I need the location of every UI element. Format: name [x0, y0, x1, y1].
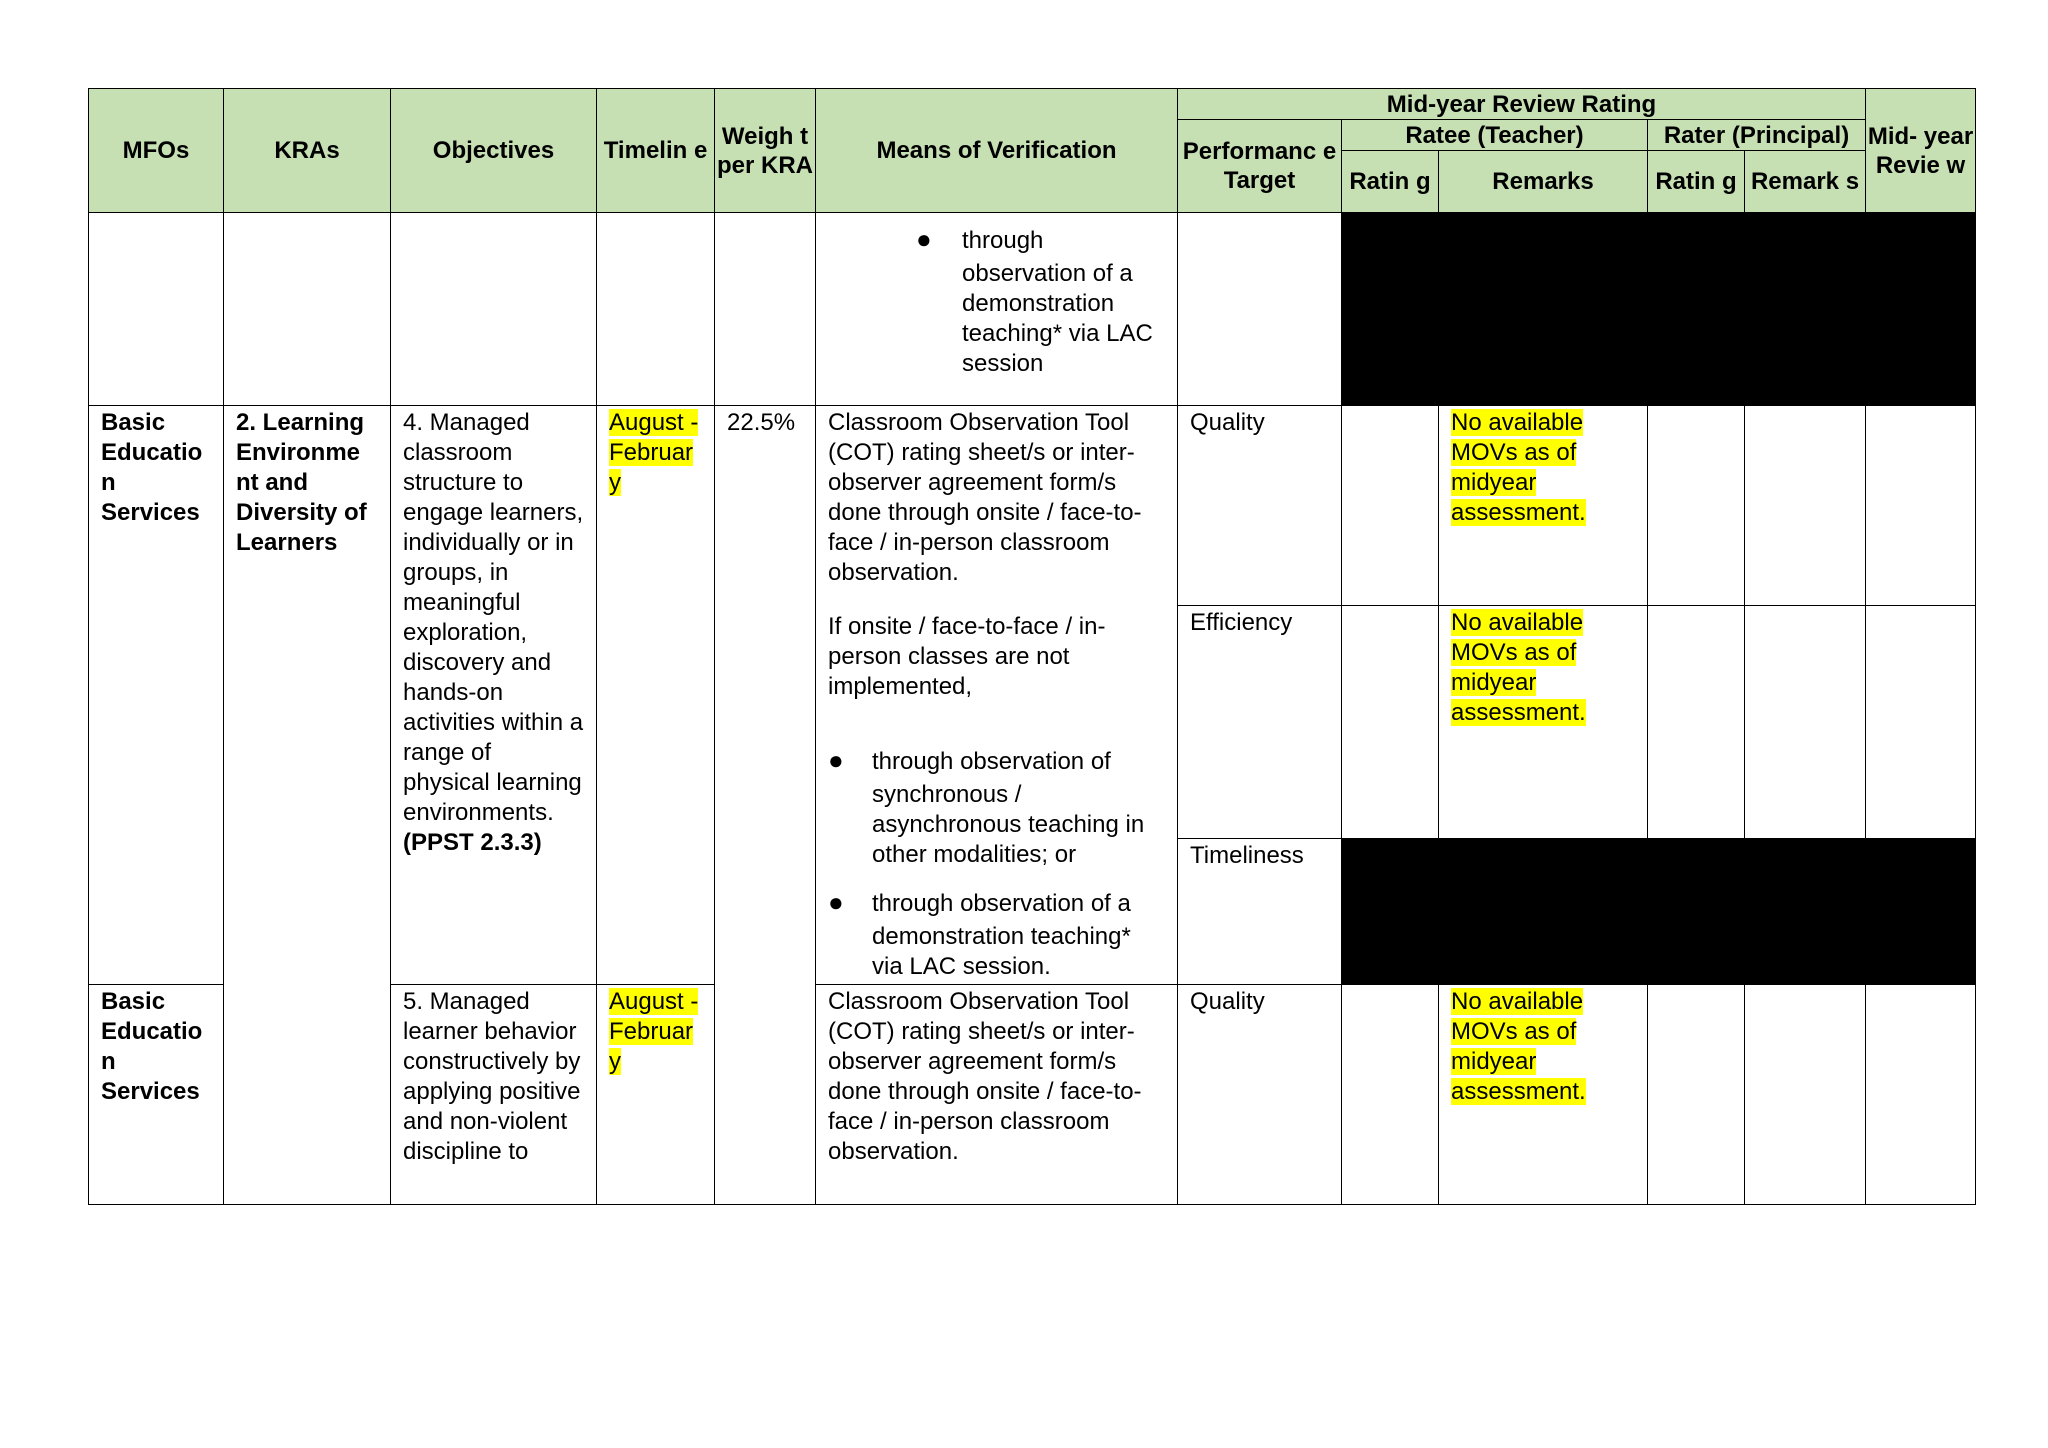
weight-cell: 22.5%: [715, 406, 816, 1205]
mfo-cell: Basic Educatio n Services: [89, 406, 224, 985]
objective-4-quality-row: [89, 406, 1976, 606]
bullet-icon: ●: [828, 745, 844, 775]
timeline-highlight: August - Februar y: [609, 409, 699, 496]
rating-cell: [1342, 605, 1439, 838]
header-objectives: Objectives: [391, 89, 597, 213]
objective-cell: 5. Managed learner behavior constructively by applying positive and non-violent discipline to: [391, 985, 597, 1205]
empty-cell: [597, 213, 715, 406]
timeline-highlight: August - Februar y: [609, 988, 699, 1075]
midyear-review-cell: [1866, 985, 1976, 1205]
empty-cell: [89, 213, 224, 406]
bullet-icon: ●: [828, 887, 844, 917]
header-rater-principal: Rater (Principal): [1648, 120, 1866, 151]
header-midyear-review-rating: Mid-year Review Rating: [1178, 89, 1866, 120]
mov-cell: [816, 406, 1178, 985]
header-ratee-remarks: Remarks: [1439, 151, 1648, 213]
remarks-cell: [1439, 406, 1648, 606]
continuation-row: [89, 213, 1976, 406]
timeline-cell: [597, 985, 715, 1205]
mov-paragraph: Classroom Observation Tool (COT) rating sheet/s or inter-observer agreement form/s done through onsite / face-to-face / in-person classroom observation.: [828, 409, 1142, 586]
rating-cell: [1648, 406, 1745, 606]
redacted-block: [1342, 839, 1976, 985]
mov-cell: Classroom Observation Tool (COT) rating sheet/s or inter-observer agreement form/s done through onsite / face-to-face / in-person classroom observation.: [816, 985, 1178, 1205]
redacted-block: [1342, 213, 1976, 406]
remarks-highlight: No available MOVs as of midyear assessment.: [1451, 988, 1586, 1105]
remarks-cell: [1745, 605, 1866, 838]
mov-bullet-item: ● through observation of synchronous / asynchronous teaching in other modalities; or: [828, 745, 1145, 868]
header-ratee-teacher: Ratee (Teacher): [1342, 120, 1648, 151]
remarks-cell: [1439, 605, 1648, 838]
remarks-cell: [1745, 406, 1866, 606]
empty-cell: [715, 213, 816, 406]
header-rater-rating: Ratin g: [1648, 151, 1745, 213]
header-performance-target: Performanc e Target: [1178, 120, 1342, 213]
remarks-cell: [1745, 985, 1866, 1205]
objective-cell: 4. Managed classroom structure to engage learners, individually or in groups, in meaningful exploration, discovery and hands-on activities within a range of physical learning environments. (PPST 2.3.3): [391, 406, 597, 985]
mfo-cell: Basic Educatio n Services: [89, 985, 224, 1205]
rating-cell: [1342, 985, 1439, 1205]
ppst-reference: (PPST 2.3.3): [403, 829, 542, 856]
rating-cell: [1342, 406, 1439, 606]
ipcrf-table: [88, 88, 1976, 1205]
performance-target-cell: Efficiency: [1178, 605, 1342, 838]
rating-cell: [1648, 985, 1745, 1205]
midyear-review-cell: [1866, 605, 1976, 838]
mov-paragraph: If onsite / face-to-face / in-person classes are not implemented,: [828, 613, 1106, 700]
performance-target-cell: Timeliness: [1178, 839, 1342, 985]
header-kras: KRAs: [224, 89, 391, 213]
timeline-cell: [597, 406, 715, 985]
header-weight-per-kra: Weigh t per KRA: [715, 89, 816, 213]
remarks-highlight: No available MOVs as of midyear assessment.: [1451, 409, 1586, 526]
remarks-highlight: No available MOVs as of midyear assessment.: [1451, 608, 1586, 726]
mov-bullet-item: ● through observation of a demonstration teaching* via LAC session.: [828, 887, 1131, 980]
bullet-icon: ●: [916, 224, 932, 254]
header-midyear-review: Mid- year Revie w: [1866, 89, 1976, 213]
performance-target-cell: Quality: [1178, 406, 1342, 606]
kra-cell: 2. Learning Environme nt and Diversity of Learners: [224, 406, 391, 1205]
mov-continuation-cell: [816, 213, 1178, 406]
empty-cell: [391, 213, 597, 406]
performance-target-cell: Quality: [1178, 985, 1342, 1205]
empty-cell: [224, 213, 391, 406]
mov-bullet-item: ● through observation of a demonstration teaching* via LAC session: [916, 224, 1153, 377]
midyear-review-cell: [1866, 406, 1976, 606]
empty-cell: [1178, 213, 1342, 406]
rating-cell: [1648, 605, 1745, 838]
header-rater-remarks: Remark s: [1745, 151, 1866, 213]
header-mfos: MFOs: [89, 89, 224, 213]
remarks-cell: [1439, 985, 1648, 1205]
header-timeline: Timelin e: [597, 89, 715, 213]
header-means-of-verification: Means of Verification: [816, 89, 1178, 213]
header-ratee-rating: Ratin g: [1342, 151, 1439, 213]
